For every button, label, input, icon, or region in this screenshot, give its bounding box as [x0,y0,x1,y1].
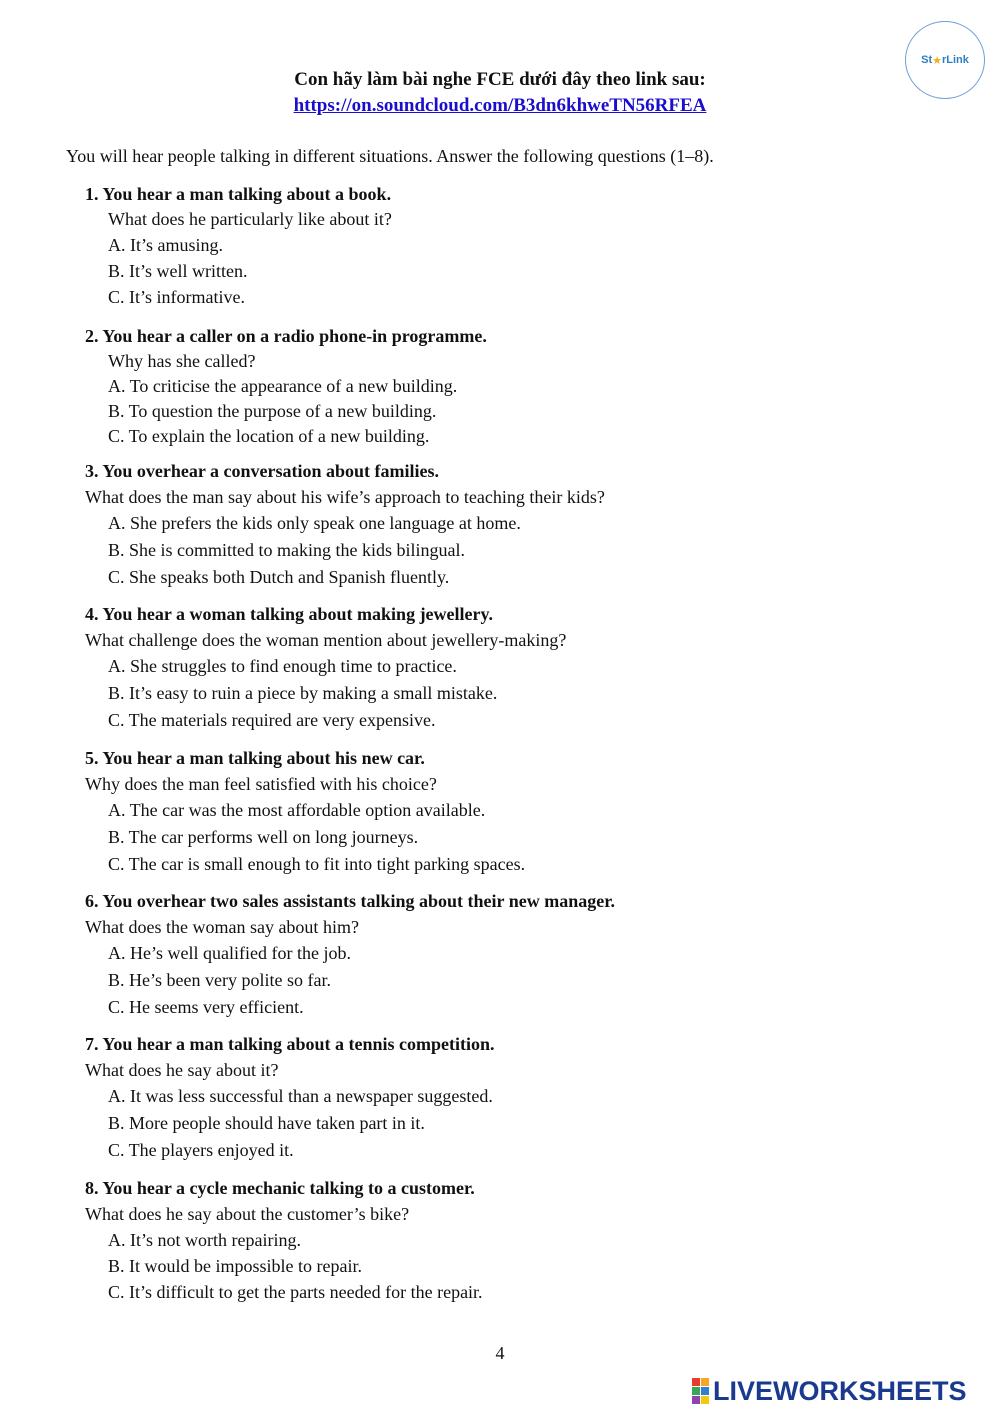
option-c[interactable]: C. She speaks both Dutch and Spanish fluently. [108,567,450,587]
option-a[interactable]: A. The car was the most affordable option available. [108,800,486,820]
question-6 [85,888,965,1021]
option-b[interactable]: B. He’s been very polite so far. [108,970,331,990]
option-b[interactable]: B. More people should have taken part in it. [108,1113,425,1133]
option-b[interactable]: B. It’s easy to ruin a piece by making a small mistake. [108,683,498,703]
option-c[interactable]: C. The materials required are very expensive. [108,710,436,730]
question-title: 1. You hear a man talking about a book. [85,184,392,204]
option-a[interactable]: A. To criticise the appearance of a new building. [108,376,458,396]
question-prompt: Why has she called? [108,351,256,371]
question-prompt: What challenge does the woman mention about jewellery-making? [85,630,567,650]
option-b[interactable]: B. She is committed to making the kids bilingual. [108,540,465,560]
question-2 [85,323,965,449]
question-title: 6. You overhear two sales assistants talking about their new manager. [85,891,616,911]
question-prompt: What does he say about the customer’s bike? [85,1204,410,1224]
option-b[interactable]: B. It’s well written. [108,261,248,281]
option-c[interactable]: C. The players enjoyed it. [108,1140,294,1160]
option-a[interactable]: A. She struggles to find enough time to practice. [108,656,457,676]
option-a[interactable]: A. It’s amusing. [108,235,223,255]
question-title: 5. You hear a man talking about his new car. [85,748,425,768]
question-title: 3. You overhear a conversation about families. [85,461,439,481]
question-prompt: What does the woman say about him? [85,917,359,937]
question-3 [85,458,965,591]
question-5 [85,745,965,878]
option-a[interactable]: A. It was less successful than a newspaper suggested. [108,1086,493,1106]
option-a[interactable]: A. It’s not worth repairing. [108,1230,301,1250]
option-b[interactable]: B. It would be impossible to repair. [108,1256,362,1276]
question-title: 2. You hear a caller on a radio phone-in programme. [85,326,487,346]
question-8 [85,1175,965,1305]
option-b[interactable]: B. To question the purpose of a new building. [108,401,437,421]
option-c[interactable]: C. To explain the location of a new building. [108,426,430,446]
option-c[interactable]: C. It’s informative. [108,287,245,307]
logo-text-a: St [921,54,933,66]
liveworksheets-wordmark: LIVEWORKSHEETS [713,1375,967,1406]
question-title: 7. You hear a man talking about a tennis competition. [85,1034,495,1054]
question-prompt: What does he say about it? [85,1060,279,1080]
page-title: Con hãy làm bài nghe FCE dưới đây theo link sau: [294,69,706,90]
option-a[interactable]: A. She prefers the kids only speak one language at home. [108,513,521,533]
liveworksheets-logo [692,1376,967,1406]
page-header [0,67,1000,119]
question-1 [85,181,965,310]
option-a[interactable]: A. He’s well qualified for the job. [108,943,351,963]
question-prompt: Why does the man feel satisfied with his choice? [85,774,437,794]
soundcloud-link[interactable]: https://on.soundcloud.com/B3dn6khweTN56RFEA [293,95,707,116]
question-prompt: What does the man say about his wife’s approach to teaching their kids? [85,487,605,507]
option-b[interactable]: B. The car performs well on long journeys. [108,827,419,847]
question-4 [85,601,965,734]
question-title: 8. You hear a cycle mechanic talking to a customer. [85,1178,475,1198]
question-prompt: What does he particularly like about it? [108,209,392,229]
option-c[interactable]: C. It’s difficult to get the parts needed for the repair. [108,1282,483,1302]
question-7 [85,1031,965,1164]
logo-text-b: rLink [941,54,969,66]
instructions: You will hear people talking in different situations. Answer the following questions (1–8). [66,146,714,166]
page-number: 4 [495,1343,505,1363]
logo-star-icon: ★ [932,54,942,67]
liveworksheets-blocks-icon [692,1378,709,1404]
question-title: 4. You hear a woman talking about making jewellery. [85,604,494,624]
option-c[interactable]: C. He seems very efficient. [108,997,304,1017]
option-c[interactable]: C. The car is small enough to fit into tight parking spaces. [108,854,526,874]
